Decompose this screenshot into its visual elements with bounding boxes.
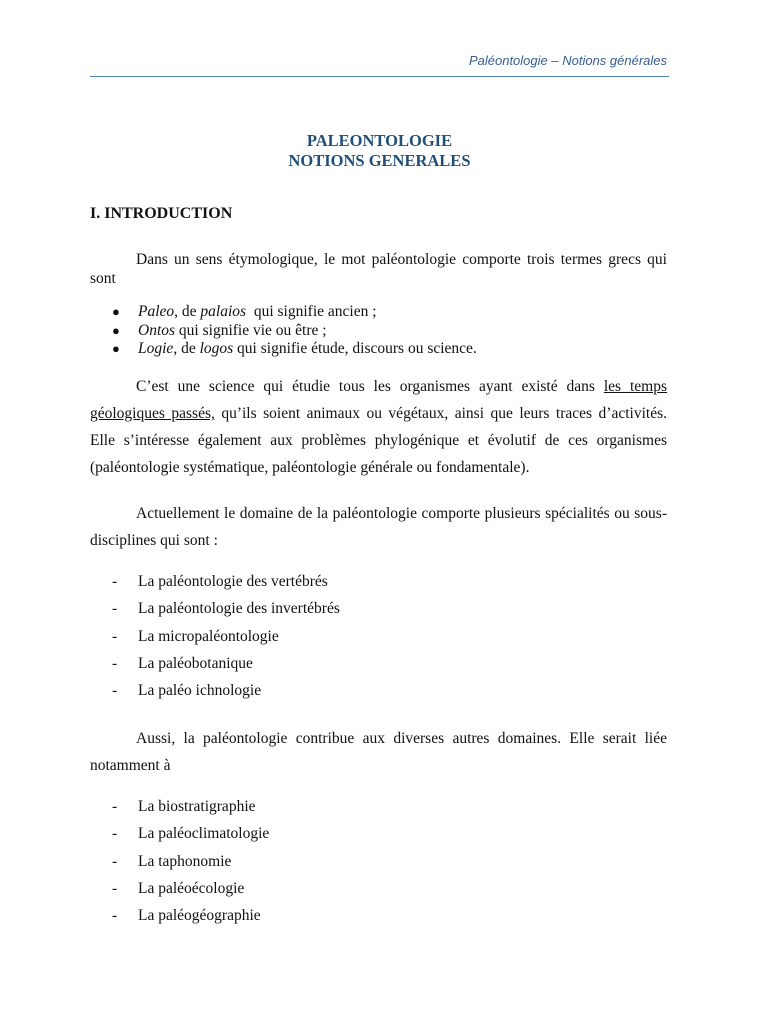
list-item: - La taphonomie — [112, 852, 232, 870]
list-item: ● Logie, de logos qui signifie étude, discours ou science. — [112, 340, 477, 357]
list-item: - La micropaléontologie — [112, 627, 279, 645]
list-item: ● Paleo, de palaios qui signifie ancien ; — [112, 303, 377, 320]
section-heading: I. INTRODUCTION — [90, 205, 233, 222]
list-item: - La biostratigraphie — [112, 798, 256, 815]
list-item: - La paléontologie des vertébrés — [112, 573, 328, 590]
bullet-icon: ● — [112, 304, 120, 319]
list-item: ● Ontos qui signifie vie ou être ; — [112, 321, 327, 339]
bullet-icon: ● — [112, 341, 120, 356]
domains-list — [112, 793, 269, 929]
bullet-icon: ● — [112, 322, 120, 338]
list-item: - La paléontologie des invertébrés — [112, 600, 340, 618]
underlined-phrase: les temps géologiques passés, — [90, 378, 667, 422]
document-title — [90, 131, 669, 171]
list-item: - La paléobotanique — [112, 654, 253, 672]
etymology-list — [112, 303, 477, 359]
list-item: - La paléogéographie — [112, 907, 261, 925]
list-item: - La paléoécologie — [112, 879, 245, 897]
science-paragraph: C’est une science qui étudie tous les organismes ayant existé dans les temps géologiques passés, qu’ils soient animaux ou végétaux, ainsi que leurs traces d’activités. Elle s’intéresse également aux problèmes phylogénique et évolutif de ces organismes (paléontologie systématique, paléontologie générale ou fondamentale). — [90, 378, 667, 476]
specialities-list — [112, 568, 340, 704]
domains-paragraph: Aussi, la paléontologie contribue aux diverses autres domaines. Elle serait liée notamment à — [90, 730, 667, 774]
title-line-2: NOTIONS GENERALES — [288, 151, 471, 170]
title-line-1: PALEONTOLOGIE — [306, 131, 453, 150]
list-item: - La paléo ichnologie — [112, 682, 262, 700]
page-header — [90, 52, 669, 77]
running-title: Paléontologie – Notions générales — [468, 53, 667, 68]
specialities-paragraph: Actuellement le domaine de la paléontologie comporte plusieurs spécialités ou sous-disciplines qui sont : — [90, 505, 667, 549]
list-item: - La paléoclimatologie — [112, 825, 270, 843]
intro-paragraph: Dans un sens étymologique, le mot paléontologie comporte trois termes grecs qui sont — [90, 251, 667, 287]
